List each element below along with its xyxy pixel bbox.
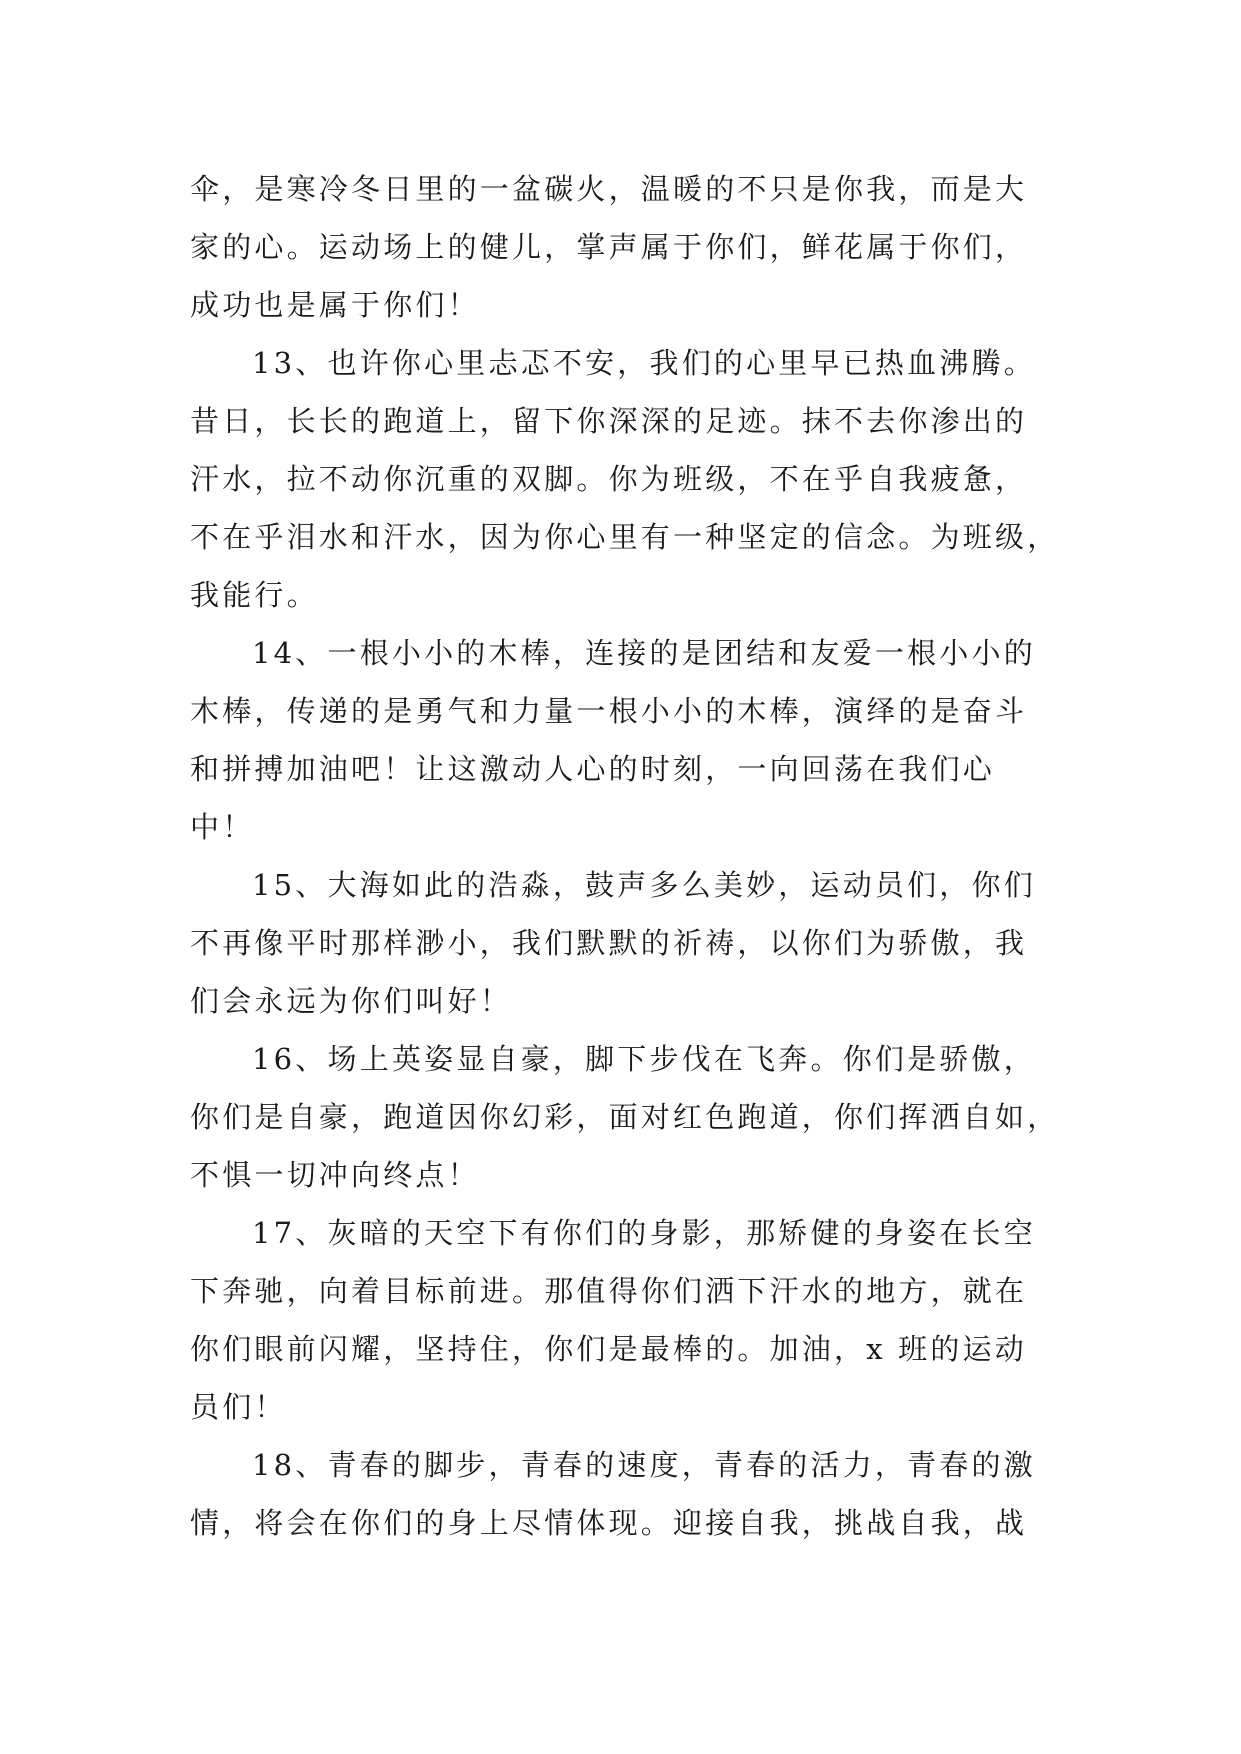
paragraph <box>190 856 1060 1030</box>
text-line: 成功也是属于你们！ <box>190 288 480 322</box>
text-line: 情，将会在你们的身上尽情体现。迎接自我，挑战自我，战 <box>190 1506 1028 1540</box>
text-line: 你们是自豪，跑道因你幻彩，面对红色跑道，你们挥洒自如， <box>190 1100 1060 1134</box>
text-line: 你们眼前闪耀，坚持住，你们是最棒的。加油，x 班的运动 <box>190 1332 1027 1366</box>
text-line: 昔日，长长的跑道上，留下你深深的足迹。抹不去你渗出的 <box>190 404 1028 438</box>
text-line: 13、也许你心里忐忑不安，我们的心里早已热血沸腾。 <box>252 346 1036 380</box>
paragraph <box>190 1030 1060 1204</box>
text-line: 中！ <box>190 810 255 844</box>
text-line: 木棒，传递的是勇气和力量一根小小的木棒，演绎的是奋斗 <box>190 694 1028 728</box>
text-line: 18、青春的脚步，青春的速度，青春的活力，青春的激 <box>252 1448 1036 1482</box>
text-line: 伞，是寒冷冬日里的一盆碳火，温暖的不只是你我，而是大 <box>190 172 1028 206</box>
paragraph <box>190 1436 1060 1552</box>
paragraph <box>190 624 1060 856</box>
text-line: 不在乎泪水和汗水，因为你心里有一种坚定的信念。为班级， <box>190 520 1060 554</box>
paragraph <box>190 160 1060 334</box>
text-line: 15、大海如此的浩淼，鼓声多么美妙，运动员们，你们 <box>252 868 1036 902</box>
text-line: 下奔驰，向着目标前进。那值得你们洒下汗水的地方，就在 <box>190 1274 1028 1308</box>
text-line: 不惧一切冲向终点！ <box>190 1158 480 1192</box>
text-line: 16、场上英姿显自豪，脚下步伐在飞奔。你们是骄傲， <box>252 1042 1036 1076</box>
text-line: 17、灰暗的天空下有你们的身影，那矫健的身姿在长空 <box>252 1216 1036 1250</box>
text-line: 我能行。 <box>190 578 319 612</box>
text-line: 员们！ <box>190 1390 287 1424</box>
paragraph <box>190 334 1060 624</box>
paragraph <box>190 1204 1060 1436</box>
text-line: 和拼搏加油吧！让这激动人心的时刻，一向回荡在我们心 <box>190 752 996 786</box>
text-line: 汗水，拉不动你沉重的双脚。你为班级，不在乎自我疲惫， <box>190 462 1028 496</box>
text-line: 14、一根小小的木棒，连接的是团结和友爱一根小小的 <box>252 636 1036 670</box>
text-line: 不再像平时那样渺小，我们默默的祈祷，以你们为骄傲，我 <box>190 926 1028 960</box>
document-body <box>190 160 1060 1552</box>
text-line: 们会永远为你们叫好！ <box>190 984 513 1018</box>
text-line: 家的心。运动场上的健儿，掌声属于你们，鲜花属于你们， <box>190 230 1028 264</box>
